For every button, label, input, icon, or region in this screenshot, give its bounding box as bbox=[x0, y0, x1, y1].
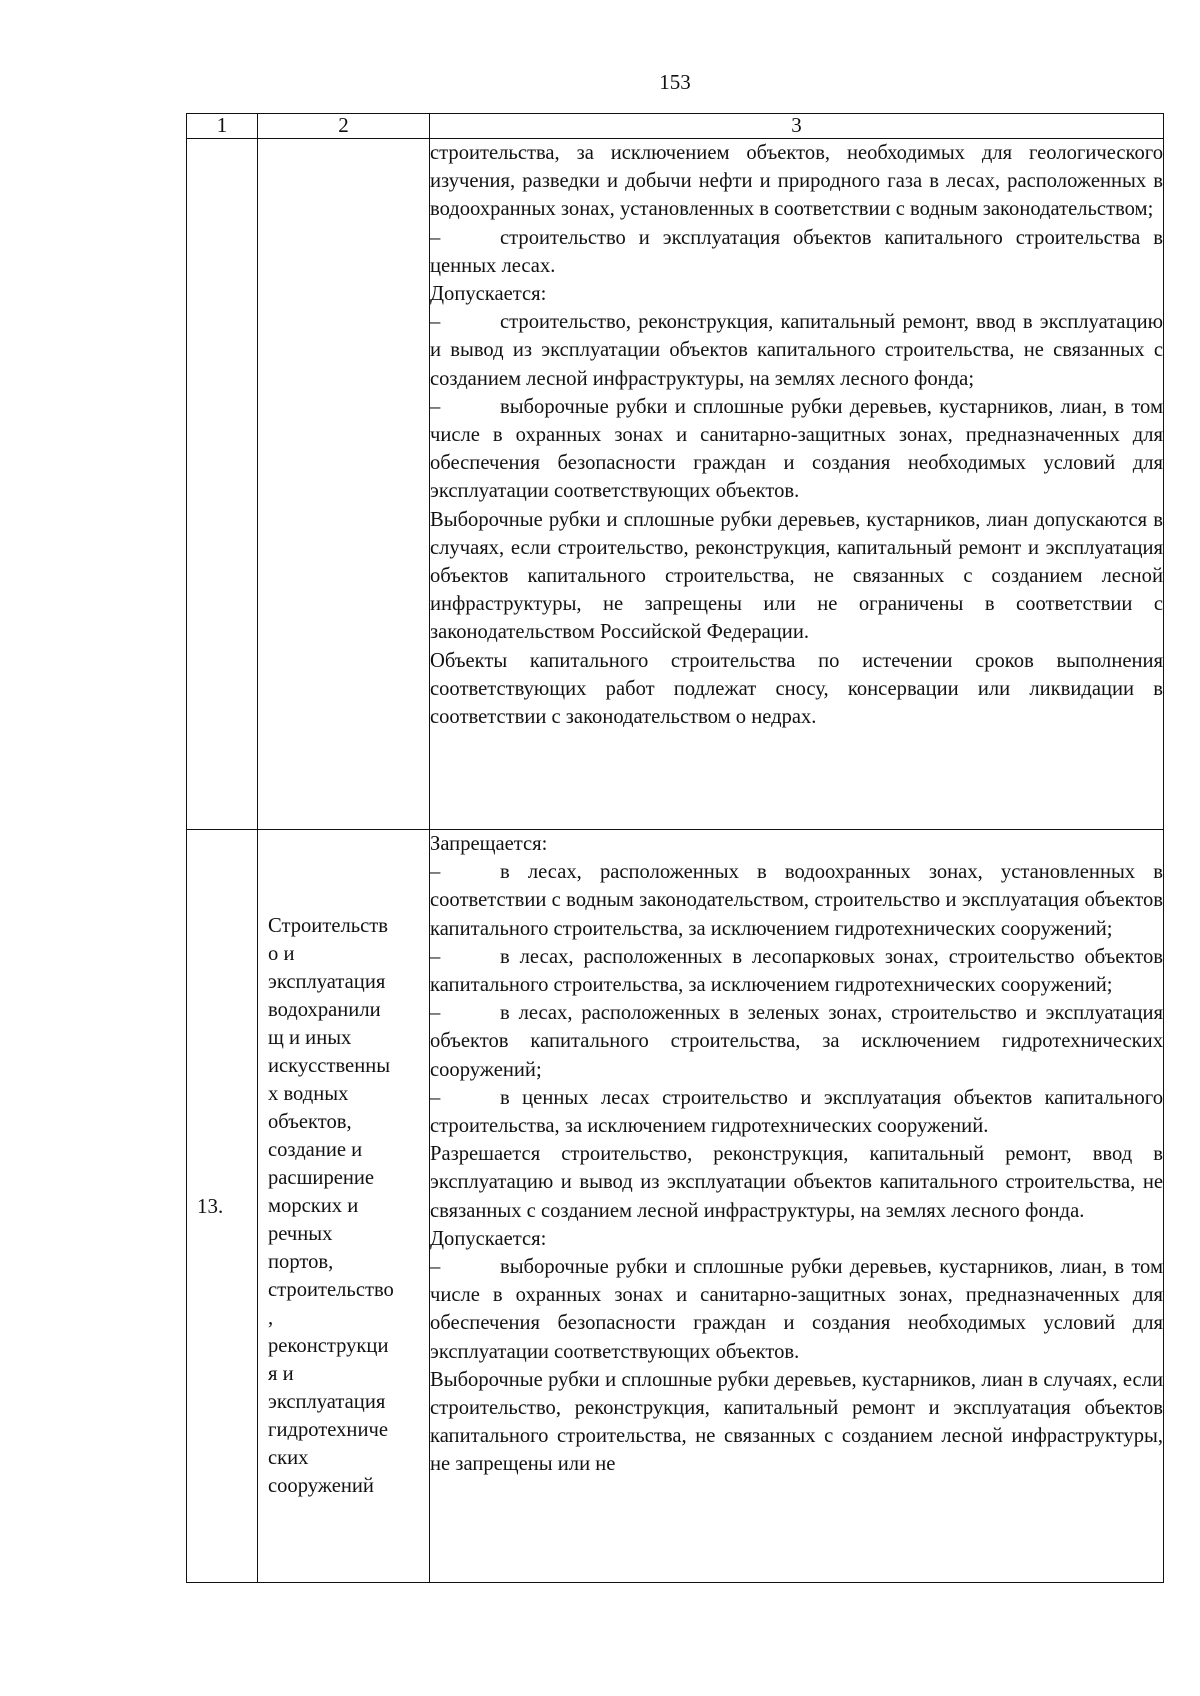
paragraph bbox=[430, 506, 1163, 647]
paragraph bbox=[430, 830, 1163, 858]
paragraph-text: Выборочные рубки и сплошные рубки деревьев, кустарников, лиан допускаются в случаях, если строительство, реконструкция, капитальный ремонт и эксплуатация объектов капитального строительства, не связанных с созданием лесной инфраструктуры, не запрещены или не ограничены в соответствии с законодательством Российской Федерации. bbox=[430, 508, 1163, 644]
paragraph bbox=[430, 1366, 1163, 1479]
dash-bullet: – bbox=[430, 311, 441, 334]
name-line: объектов, bbox=[268, 1111, 352, 1133]
name-line: создание и bbox=[268, 1139, 363, 1161]
name-line: ских bbox=[268, 1447, 309, 1469]
list-item bbox=[430, 393, 1163, 506]
list-item bbox=[430, 1084, 1163, 1140]
list-item bbox=[430, 308, 1163, 393]
dash-bullet: – bbox=[430, 861, 441, 884]
paragraph-text: в ценных лесах строительство и эксплуатация объектов капитального строительства, за исключением гидротехнических сооружений. bbox=[430, 1086, 1163, 1138]
paragraph-text: в лесах, расположенных в лесопарковых зонах, строительство объектов капитального строительства, за исключением гидротехнических сооружений; bbox=[430, 945, 1163, 997]
row-text-cell bbox=[430, 139, 1164, 830]
table-row-13 bbox=[187, 830, 1164, 1583]
name-line: искусственны bbox=[268, 1055, 391, 1077]
name-line: речных bbox=[268, 1223, 333, 1245]
paragraph-text: в лесах, расположенных в водоохранных зонах, установленных в соответствии с водным законодательством, строительство и эксплуатация объектов капитального строительства, за исключением гидротехнических сооружений; bbox=[430, 861, 1163, 940]
column-header-3: 3 bbox=[430, 114, 1164, 139]
dash-bullet: – bbox=[430, 226, 441, 249]
name-line: Строительств bbox=[268, 915, 389, 937]
paragraph bbox=[430, 1225, 1163, 1253]
paragraph-text: строительство и эксплуатация объектов капитального строительства в ценных лесах. bbox=[430, 226, 1163, 277]
paragraph bbox=[430, 1140, 1163, 1225]
list-item bbox=[430, 1253, 1163, 1366]
table-header-row bbox=[187, 114, 1164, 139]
page-number: 153 bbox=[659, 70, 691, 94]
paragraph-list bbox=[430, 830, 1163, 1479]
dash-bullet: – bbox=[430, 395, 441, 418]
list-item bbox=[430, 858, 1163, 943]
name-line: , bbox=[268, 1307, 274, 1329]
name-line: эксплуатация bbox=[268, 1391, 386, 1413]
name-line: морских и bbox=[268, 1195, 359, 1217]
row-name-cell bbox=[258, 139, 430, 830]
name-line: сооружений bbox=[268, 1475, 374, 1497]
name-line: х водных bbox=[268, 1083, 349, 1105]
name-line: расширение bbox=[268, 1167, 375, 1189]
name-line: щ и иных bbox=[268, 1027, 352, 1049]
paragraph-text: выборочные рубки и сплошные рубки деревьев, кустарников, лиан, в том числе в охранных зонах и санитарно-защитных зонах, предназначенных для обеспечения безопасности граждан и создания необходимых условий для эксплуатации соответствующих объектов. bbox=[430, 395, 1163, 503]
paragraph-text: Допускается: bbox=[430, 1227, 547, 1250]
document-table bbox=[186, 113, 1164, 1583]
paragraph-text: Допускается: bbox=[430, 283, 547, 306]
paragraph-text: Выборочные рубки и сплошные рубки деревьев, кустарников, лиан в случаях, если строительство, реконструкция, капитальный ремонт и эксплуатация объектов капитального строительства, не связанных с созданием лесной инфраструктуры, не запрещены или не bbox=[430, 1368, 1163, 1476]
name-line: реконструкци bbox=[268, 1335, 389, 1357]
paragraph-text: выборочные рубки и сплошные рубки деревьев, кустарников, лиан, в том числе в охранных зонах и санитарно-защитных зонах, предназначенных для обеспечения безопасности граждан и создания необходимых условий для эксплуатации соответствующих объектов. bbox=[430, 1256, 1163, 1363]
name-line: я и bbox=[268, 1363, 294, 1385]
paragraph bbox=[430, 647, 1163, 732]
activity-name bbox=[268, 912, 421, 1500]
paragraph-text: в лесах, расположенных в зеленых зонах, строительство и эксплуатация объектов капитального строительства, за исключением гидротехнических сооружений; bbox=[430, 1002, 1163, 1081]
paragraph-list bbox=[430, 139, 1163, 731]
paragraph-text: строительство, реконструкция, капитальный ремонт, ввод в эксплуатацию и вывод из эксплуатации объектов капитального строительства, не связанных с созданием лесной инфраструктуры, на землях лесного фонда; bbox=[430, 311, 1163, 390]
paragraph bbox=[430, 139, 1163, 224]
paragraph bbox=[430, 280, 1163, 308]
paragraph-text: Запрещается: bbox=[430, 833, 548, 855]
name-line: строительство bbox=[268, 1279, 394, 1301]
dash-bullet: – bbox=[430, 1256, 441, 1279]
row-name-cell bbox=[258, 830, 430, 1583]
table-row-continuation bbox=[187, 139, 1164, 830]
name-line: гидротехниче bbox=[268, 1419, 388, 1441]
name-line: о и bbox=[268, 943, 295, 965]
column-header-2: 2 bbox=[258, 114, 430, 139]
column-header-1: 1 bbox=[187, 114, 258, 139]
paragraph-text: строительства, за исключением объектов, необходимых для геологического изучения, разведки и добычи нефти и природного газа в лесах, расположенных в водоохранных зонах, установленных в соответствии с водным законодательством; bbox=[430, 142, 1163, 221]
name-line: портов, bbox=[268, 1251, 334, 1273]
dash-bullet: – bbox=[430, 1002, 441, 1025]
paragraph-text: Объекты капитального строительства по истечении сроков выполнения соответствующих работ подлежат сносу, консервации или ликвидации в соответствии с законодательством о недрах. bbox=[430, 649, 1163, 729]
list-item bbox=[430, 943, 1163, 999]
dash-bullet: – bbox=[430, 1086, 441, 1109]
name-line: водохранили bbox=[268, 999, 381, 1021]
name-line: эксплуатация bbox=[268, 971, 386, 993]
row-number-cell bbox=[187, 139, 258, 830]
paragraph-text: Разрешается строительство, реконструкция, капитальный ремонт, ввод в эксплуатацию и вывод из эксплуатации объектов капитального строительства, не связанных с созданием лесной инфраструктуры, на землях лесного фонда. bbox=[430, 1143, 1163, 1222]
dash-bullet: – bbox=[430, 945, 441, 968]
list-item bbox=[430, 999, 1163, 1084]
row-number-cell: 13. bbox=[187, 830, 258, 1583]
row-text-cell bbox=[430, 830, 1164, 1583]
list-item bbox=[430, 224, 1163, 280]
